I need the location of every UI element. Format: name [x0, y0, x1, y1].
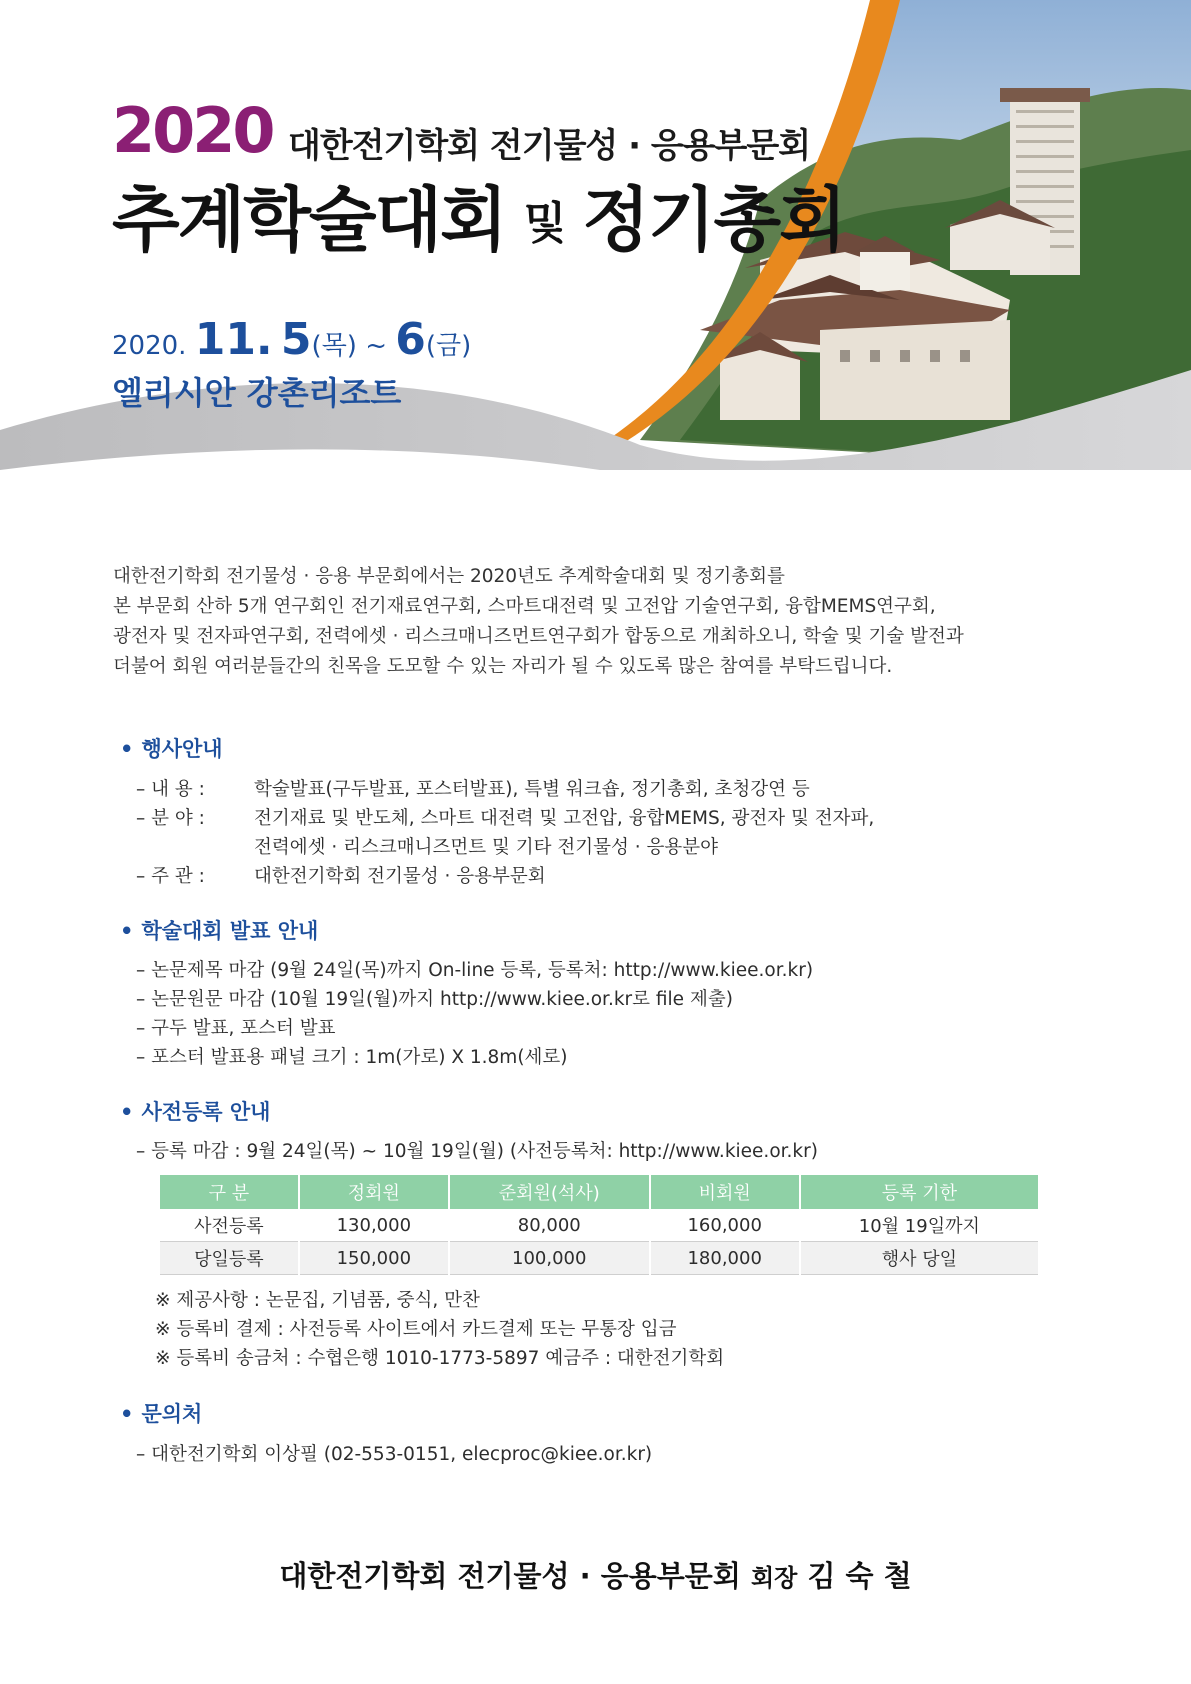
table-cell: 행사 당일	[800, 1242, 1039, 1275]
table-header-cell: 준회원(석사)	[449, 1175, 650, 1209]
table-cell: 150,000	[299, 1242, 449, 1275]
presentation-item: – 논문제목 마감 (9월 24일(목)까지 On-line 등록, 등록처: http://www.kiee.or.kr)	[136, 960, 814, 981]
intro-line: 광전자 및 전자파연구회, 전력에셋 · 리스크매니즈먼트연구회가 합동으로 개최하오니, 학술 및 기술 발전과	[113, 626, 964, 647]
event-date	[112, 314, 472, 365]
bullet-icon: •	[120, 737, 134, 761]
table-cell: 180,000	[650, 1242, 800, 1275]
registration-fee-table	[160, 1175, 1040, 1275]
table-cell: 160,000	[650, 1209, 800, 1242]
table-header-cell: 비회원	[650, 1175, 800, 1209]
section-title-presentation	[120, 915, 318, 945]
table-header-cell: 등록 기한	[800, 1175, 1039, 1209]
event-item-value: 학술발표(구두발표, 포스터발표), 특별 워크숍, 정기총회, 초청강연 등	[254, 779, 810, 800]
intro-paragraph	[113, 562, 1073, 682]
section-title-event	[120, 733, 223, 763]
registration-note: ※ 등록비 송금처 : 수협은행 1010-1773-5897 예금주 : 대한전기학회	[155, 1348, 725, 1369]
date-month: 11.	[194, 314, 273, 365]
bullet-icon: •	[120, 919, 134, 943]
table-header-cell: 구 분	[160, 1175, 299, 1209]
date-day2: 6	[395, 314, 426, 365]
event-item-key: – 분 야 :	[136, 808, 205, 829]
section-title-contact	[120, 1398, 202, 1428]
table-cell: 당일등록	[160, 1242, 299, 1275]
event-item-value: 전기재료 및 반도체, 스마트 대전력 및 고전압, 융합MEMS, 광전자 및 전자파,	[254, 808, 875, 829]
event-item-value: 대한전기학회 전기물성 · 응용부문회	[254, 866, 546, 887]
event-year: 2020	[112, 94, 273, 167]
registration-note: ※ 등록비 결제 : 사전등록 사이트에서 카드결제 또는 무통장 입금	[155, 1319, 677, 1340]
presentation-item: – 구두 발표, 포스터 발표	[136, 1018, 336, 1039]
bullet-icon: •	[120, 1100, 134, 1124]
event-item	[136, 775, 810, 801]
table-cell: 130,000	[299, 1209, 449, 1242]
event-title-part2: 정기총회	[582, 179, 845, 261]
table-cell: 80,000	[449, 1209, 650, 1242]
presentation-item: – 포스터 발표용 패널 크기 : 1m(가로) X 1.8m(세로)	[136, 1047, 568, 1068]
footer-name: 김 숙 철	[807, 1559, 912, 1593]
intro-line: 대한전기학회 전기물성 · 응용 부문회에서는 2020년도 추계학술대회 및 정기총회를	[113, 566, 785, 587]
organization-subtitle: 대한전기학회 전기물성 · 응용부문회	[288, 126, 811, 166]
registration-deadline: – 등록 마감 : 9월 24일(목) ~ 10월 19일(월) (사전등록처: http://www.kiee.or.kr)	[136, 1141, 818, 1162]
date-tilde: ~	[356, 331, 396, 361]
footer-role: 회장	[750, 1564, 798, 1592]
registration-note: ※ 제공사항 : 논문집, 기념품, 중식, 만찬	[155, 1290, 480, 1311]
table-header-row	[160, 1175, 1039, 1209]
footer-org: 대한전기학회 전기물성 · 응용부문회	[279, 1559, 741, 1593]
event-item	[136, 862, 546, 888]
date-dow1: (목)	[311, 331, 357, 361]
table-cell: 100,000	[449, 1242, 650, 1275]
table-row	[160, 1242, 1039, 1275]
event-title-and: 및	[523, 198, 565, 249]
date-year: 2020.	[112, 331, 187, 361]
date-dow2: (금)	[425, 331, 472, 361]
table-header-cell: 정회원	[299, 1175, 449, 1209]
table-row	[160, 1209, 1039, 1242]
event-item-key: – 주 관 :	[136, 866, 205, 887]
section-title-text: 사전등록 안내	[141, 1100, 271, 1124]
date-day1: 5	[280, 314, 312, 365]
section-title-registration	[120, 1096, 270, 1126]
section-title-text: 학술대회 발표 안내	[141, 919, 319, 943]
intro-line: 본 부문회 산하 5개 연구회인 전기재료연구회, 스마트대전력 및 고전압 기술연구회, 융합MEMS연구회,	[113, 596, 936, 617]
event-title	[112, 179, 845, 261]
bullet-icon: •	[120, 1402, 134, 1426]
contact-line: – 대한전기학회 이상필 (02-553-0151, elecproc@kiee.or.kr)	[136, 1444, 653, 1465]
footer-signature	[0, 1554, 1191, 1595]
intro-line: 더불어 회원 여러분들간의 친목을 도모할 수 있는 자리가 될 수 있도록 많은 참여를 부탁드립니다.	[113, 656, 893, 677]
section-title-text: 행사안내	[141, 737, 223, 761]
event-item	[136, 804, 874, 830]
section-title-text: 문의처	[141, 1402, 203, 1426]
table-cell: 사전등록	[160, 1209, 299, 1242]
presentation-item: – 논문원문 마감 (10월 19일(월)까지 http://www.kiee.or.kr로 file 제출)	[136, 989, 733, 1010]
event-item-value: 전력에셋 · 리스크매니즈먼트 및 기타 전기물성 · 응용분야	[254, 837, 718, 858]
table-cell: 10월 19일까지	[800, 1209, 1039, 1242]
event-title-part1: 추계학술대회	[112, 179, 506, 261]
event-venue: 엘리시안 강촌리조트	[112, 374, 402, 412]
event-item	[136, 833, 718, 859]
event-item-key: – 내 용 :	[136, 779, 205, 800]
